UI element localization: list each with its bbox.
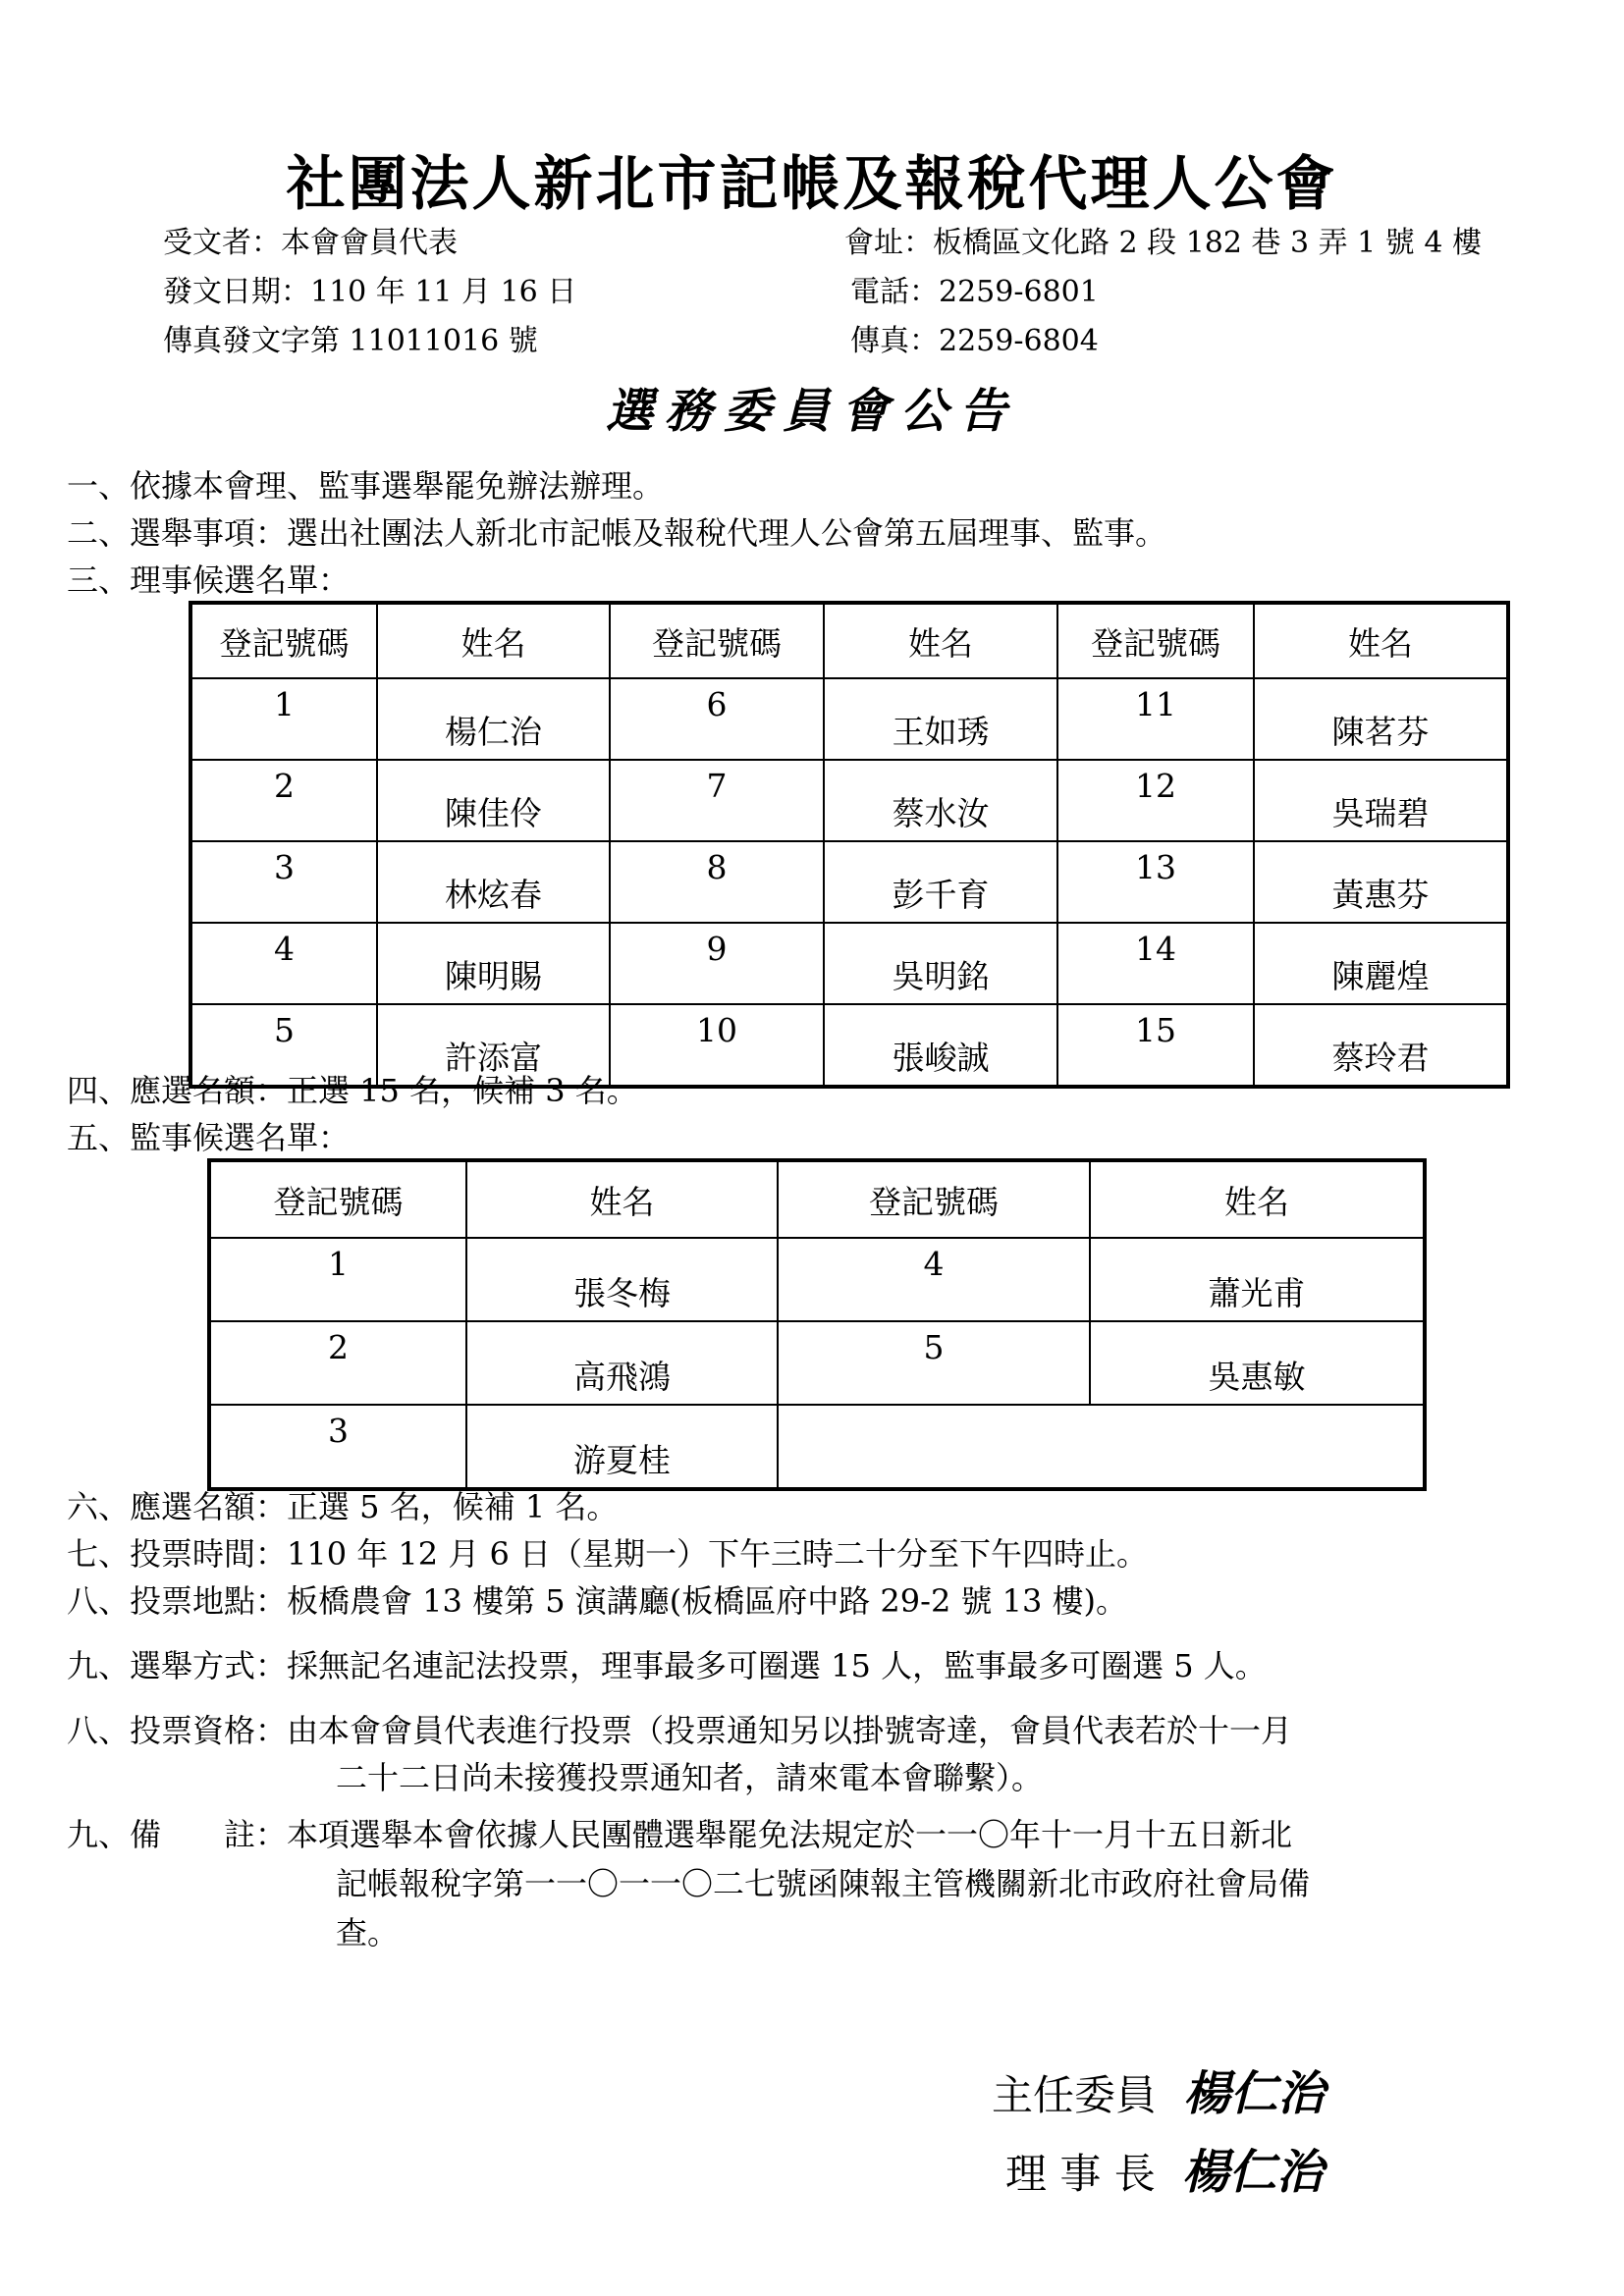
candidate-name: 吳惠敏 (1090, 1321, 1425, 1405)
candidate-number: 1 (190, 678, 377, 760)
candidate-name: 林炫春 (377, 841, 610, 923)
column-header-number: 登記號碼 (190, 603, 377, 678)
item-voting-time: 七、投票時間：110 年 12 月 6 日（星期一）下午三時二十分至下午四時止。 (67, 1535, 1149, 1573)
candidate-name: 吳瑞碧 (1254, 760, 1508, 841)
candidate-name: 彭千育 (824, 841, 1057, 923)
candidate-name: 陳茗芬 (1254, 678, 1508, 760)
column-header-name: 姓名 (1090, 1160, 1425, 1238)
table-row (190, 678, 1508, 760)
candidate-name: 蔡玲君 (1254, 1004, 1508, 1087)
candidate-name: 黃惠芬 (1254, 841, 1508, 923)
phone-line: 電話：2259-6801 (850, 275, 1099, 309)
candidate-number: 5 (190, 1004, 377, 1087)
president-signature (1005, 2134, 1324, 2202)
fax-line: 傳真：2259-6804 (850, 324, 1099, 358)
item-voting-eligibility-cont: 二十二日尚未接獲投票通知者，請來電本會聯繫）。 (336, 1759, 1044, 1796)
candidate-name: 陳麗煌 (1254, 923, 1508, 1004)
candidate-name: 游夏桂 (466, 1405, 778, 1489)
candidate-number: 4 (778, 1238, 1090, 1321)
candidate-number: 3 (190, 841, 377, 923)
item-election-matter: 二、選舉事項：選出社團法人新北市記帳及報稅代理人公會第五屆理事、監事。 (67, 514, 1167, 552)
column-header-number: 登記號碼 (1057, 603, 1254, 678)
column-header-number: 登記號碼 (778, 1160, 1090, 1238)
item-remarks: 九、備 註：本項選舉本會依據人民團體選舉罷免法規定於一一〇年十一月十五日新北 (67, 1816, 1293, 1853)
candidate-name: 許添富 (377, 1004, 610, 1087)
column-header-name: 姓名 (1254, 603, 1508, 678)
candidate-number: 3 (209, 1405, 466, 1489)
candidate-number: 2 (190, 760, 377, 841)
table-header-row (190, 603, 1508, 678)
chair-signature (992, 2056, 1325, 2123)
candidate-number: 14 (1057, 923, 1254, 1004)
column-header-name: 姓名 (377, 603, 610, 678)
candidate-name: 蕭光甫 (1090, 1238, 1425, 1321)
table-row (209, 1321, 1425, 1405)
recipient-line: 受文者：本會會員代表 (163, 226, 458, 260)
item-remarks-cont: 記帳報稅字第一一〇一一〇二七號函陳報主管機關新北市政府社會局備 (336, 1865, 1311, 1902)
candidate-name: 張峻誠 (824, 1004, 1057, 1087)
candidate-number: 4 (190, 923, 377, 1004)
candidate-number: 15 (1057, 1004, 1254, 1087)
candidate-number: 8 (610, 841, 824, 923)
candidate-name: 陳明賜 (377, 923, 610, 1004)
candidate-number: 6 (610, 678, 824, 760)
item-remarks-cont: 查。 (336, 1914, 400, 1951)
candidate-name: 蔡水汝 (824, 760, 1057, 841)
president-name: 楊仁治 (1181, 2145, 1324, 2200)
candidate-number: 9 (610, 923, 824, 1004)
table-row (190, 923, 1508, 1004)
column-header-number: 登記號碼 (610, 603, 824, 678)
notice-title: 選務委員會公告 (605, 384, 1018, 439)
item-director-candidates: 三、理事候選名單： (67, 561, 351, 599)
item-director-quota: 四、應選名額：正選 15 名，候補 3 名。 (67, 1072, 638, 1109)
document-number-line: 傳真發文字第 11011016 號 (163, 324, 538, 358)
table-row (209, 1405, 1425, 1489)
candidate-name: 張冬梅 (466, 1238, 778, 1321)
column-header-name: 姓名 (466, 1160, 778, 1238)
item-supervisor-quota: 六、應選名額：正選 5 名，候補 1 名。 (67, 1488, 619, 1525)
table-row (190, 760, 1508, 841)
chair-label: 主任委員 (992, 2071, 1158, 2119)
item-voting-eligibility: 八、投票資格：由本會會員代表進行投票（投票通知另以掛號寄達，會員代表若於十一月 (67, 1712, 1293, 1749)
candidate-number: 10 (610, 1004, 824, 1087)
item-basis: 一、依據本會理、監事選舉罷免辦法辦理。 (67, 467, 665, 505)
president-label: 理 事 長 (1005, 2150, 1156, 2198)
issue-date-line: 發文日期：110 年 11 月 16 日 (163, 275, 577, 309)
candidate-name: 吳明銘 (824, 923, 1057, 1004)
candidate-name: 楊仁治 (377, 678, 610, 760)
candidate-number: 5 (778, 1321, 1090, 1405)
item-voting-method: 九、選舉方式：採無記名連記法投票，理事最多可圈選 15 人，監事最多可圈選 5 人。 (67, 1647, 1267, 1684)
candidate-name: 高飛鴻 (466, 1321, 778, 1405)
candidate-number: 13 (1057, 841, 1254, 923)
item-supervisor-candidates: 五、監事候選名單： (67, 1119, 351, 1156)
empty-cell (778, 1405, 1425, 1489)
candidate-name: 陳佳伶 (377, 760, 610, 841)
director-candidates-table (189, 601, 1510, 1089)
chair-name: 楊仁治 (1183, 2066, 1326, 2121)
organization-title: 社團法人新北市記帳及報稅代理人公會 (286, 150, 1338, 219)
table-row (209, 1238, 1425, 1321)
column-header-name: 姓名 (824, 603, 1057, 678)
candidate-number: 12 (1057, 760, 1254, 841)
supervisor-candidates-table (207, 1158, 1427, 1491)
table-header-row (209, 1160, 1425, 1238)
candidate-number: 2 (209, 1321, 466, 1405)
table-row (190, 841, 1508, 923)
item-voting-location: 八、投票地點：板橋農會 13 樓第 5 演講廳(板橋區府中路 29-2 號 13 樓)。 (67, 1582, 1128, 1620)
candidate-number: 11 (1057, 678, 1254, 760)
candidate-name: 王如琇 (824, 678, 1057, 760)
address-line: 會址：板橋區文化路 2 段 182 巷 3 弄 1 號 4 樓 (844, 226, 1482, 260)
candidate-number: 7 (610, 760, 824, 841)
column-header-number: 登記號碼 (209, 1160, 466, 1238)
candidate-number: 1 (209, 1238, 466, 1321)
